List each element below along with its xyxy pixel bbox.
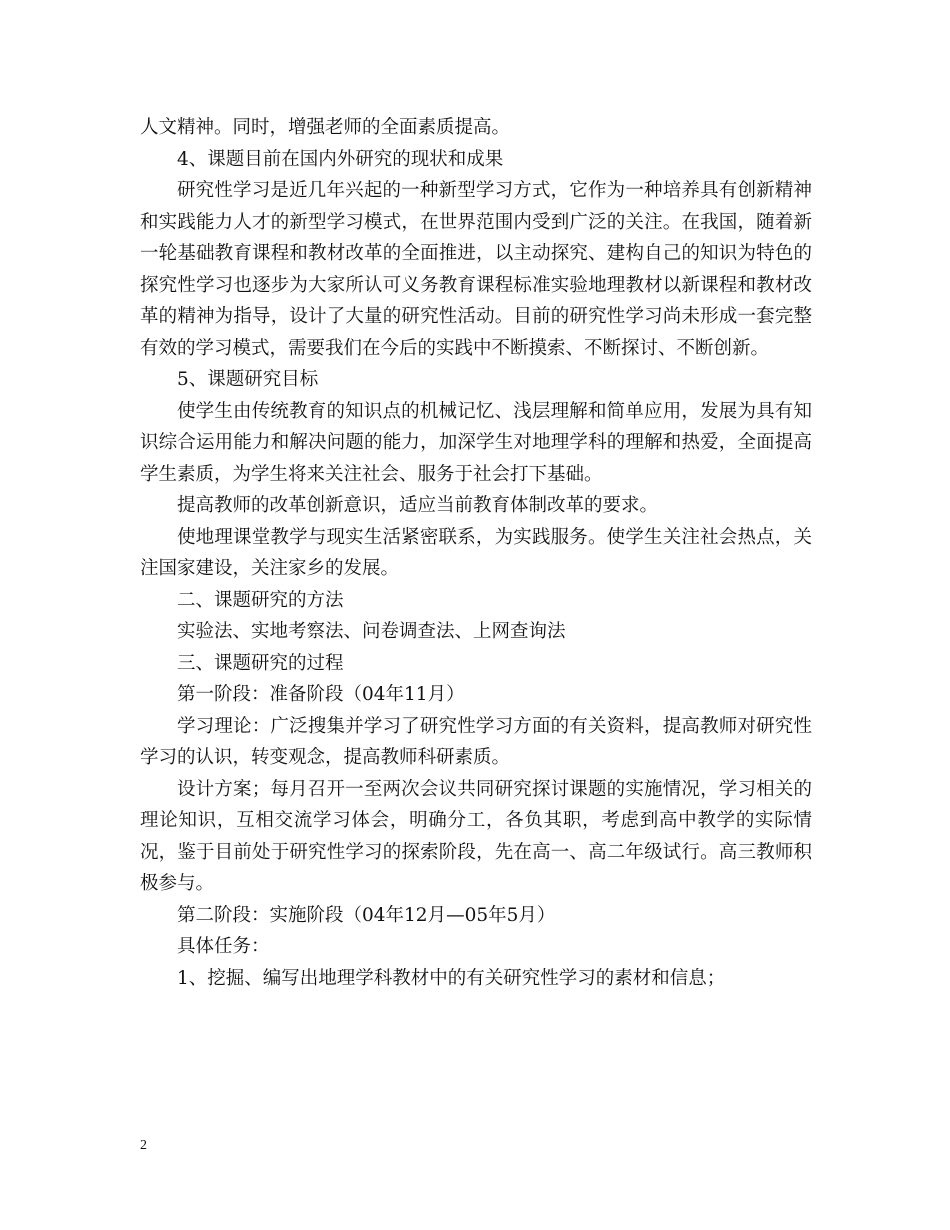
section-heading: 5、课题研究目标	[177, 369, 319, 390]
section-heading: 4、课题目前在国内外研究的现状和成果	[177, 148, 504, 170]
paragraph: 使学生由传统教育的知识点的机械记忆、浅层理解和简单应用，发展为具有知识综合运用能力和解决问题的能力，加深学生对地理学科的理解和热爱，全面提高学生素质，为学生将来关注社会、服务于社会打下基础。	[140, 400, 812, 485]
section-heading: 三、课题研究的过程	[177, 652, 344, 674]
paragraph: 提高教师的改革创新意识，适应当前教育体制改革的要求。	[177, 495, 659, 516]
document-body	[140, 112, 812, 994]
paragraph: 学习理论：广泛搜集并学习了研究性学习方面的有关资料，提高教师对研究性学习的认识，转变观念，提高教师科研素质。	[140, 715, 812, 768]
paragraph: 人文精神。同时，增强老师的全面素质提高。	[140, 117, 511, 138]
page-number: 2	[140, 1138, 147, 1153]
paragraph: 研究性学习是近几年兴起的一种新型学习方式，它作为一种培养具有创新精神和实践能力人才的新型学习模式，在世界范围内受到广泛的关注。在我国，随着新一轮基础教育课程和教材改革的全面推进，以主动探究、建构自己的知识为特色的探究性学习也逐步为大家所认可义务教育课程标准实验地理教材以新课程和教材改革的精神为指导，设计了大量的研究性活动。目前的研究性学习尚未形成一套完整有效的学习模式，需要我们在今后的实践中不断摸索、不断探讨、不断创新。	[140, 180, 812, 359]
paragraph: 实验法、实地考察法、问卷调查法、上网查询法	[177, 621, 566, 642]
stage-heading: 第一阶段：准备阶段（04年11月）	[177, 684, 465, 705]
paragraph: 设计方案；每月召开一至两次会议共同研究探讨课题的实施情况，学习相关的理论知识，互相交流学习体会，明确分工，各负其职，考虑到高中教学的实际情况，鉴于目前处于研究性学习的探索阶段，先在高一、高二年级试行。高三教师积极参与。	[140, 778, 812, 894]
paragraph: 使地理课堂教学与现实生活紧密联系，为实践服务。使学生关注社会热点，关注国家建设，关注家乡的发展。	[140, 526, 812, 579]
stage-heading: 第二阶段：实施阶段（04年12月—05年5月）	[177, 904, 556, 926]
paragraph: 具体任务：	[177, 936, 270, 957]
section-heading: 二、课题研究的方法	[177, 589, 344, 611]
list-item: 1、挖掘、编写出地理学科教材中的有关研究性学习的素材和信息；	[177, 967, 726, 989]
